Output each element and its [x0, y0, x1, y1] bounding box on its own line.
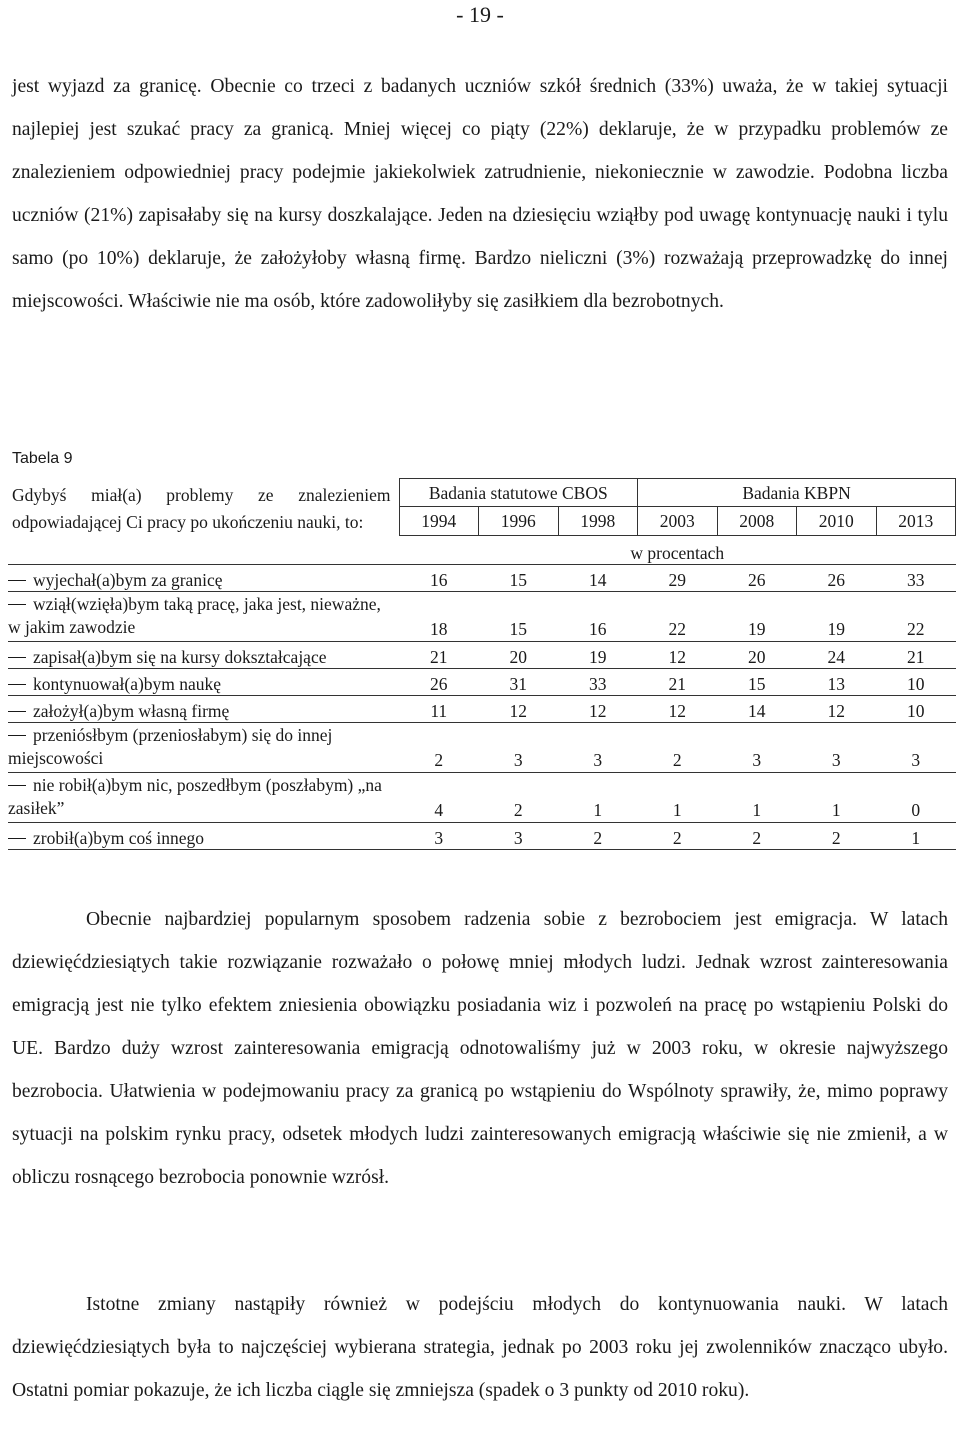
value-cell: 26: [717, 565, 797, 592]
value-cell: 3: [797, 723, 877, 773]
value-cell: 3: [558, 723, 638, 773]
row-label: zrobił(a)bym coś innego: [33, 828, 205, 848]
row-label: nie robił(a)bym nic, poszedłbym (poszłabym) „na zasiłek”: [8, 775, 382, 818]
value-cell: 15: [479, 592, 559, 642]
row-label-cell: [8, 773, 399, 823]
value-cell: 2: [797, 823, 877, 850]
value-cell: 29: [638, 565, 718, 592]
value-cell: 21: [876, 642, 956, 669]
value-cell: 16: [399, 565, 479, 592]
year-header: 2013: [876, 507, 956, 536]
value-cell: 13: [797, 669, 877, 696]
value-cell: 1: [717, 773, 797, 823]
table-row: [8, 669, 956, 696]
table-caption: Tabela 9: [12, 450, 73, 467]
value-cell: 12: [797, 696, 877, 723]
row-label-cell: [8, 592, 399, 642]
paragraph-emigration: Obecnie najbardziej popularnym sposobem radzenia sobie z bezrobociem jest emigracja. W latach dziewięćdziesiątych takie rozwiązanie rozważało o połowę mniej młodych ludzi. Jednak wzrost zainteresowania emigracją jest nie tylko efektem zniesienia obowiązku posiadania wiz i pozwoleń na pracę po wstąpieniu Polski do UE. Bardzo duży wzrost zainteresowania emigracją odnotowaliśmy już w 2003 roku, w okresie najwyższego bezrobocia. Ułatwienia w podejmowaniu pracy za granicą po wstąpieniu do Wspólnoty sprawiły, że, mimo poprawy sytuacji na polskim rynku pracy, odsetek młodych ludzi zainteresowanych emigracją właściwie się nie zmienił, a w obliczu rosnącego bezrobocia ponownie wzrósł.: [12, 909, 948, 1188]
unit-label: w procentach: [630, 543, 725, 563]
value-cell: 15: [717, 669, 797, 696]
value-cell: 2: [638, 723, 718, 773]
value-cell: 12: [638, 642, 718, 669]
table-row: [8, 642, 956, 669]
value-cell: 11: [399, 696, 479, 723]
year-header: 2003: [638, 507, 718, 536]
value-cell: 19: [717, 592, 797, 642]
value-cell: 10: [876, 669, 956, 696]
group-header-kbpn: Badania KBPN: [638, 479, 956, 507]
row-label: kontynuował(a)bym naukę: [33, 674, 222, 694]
value-cell: 1: [876, 823, 956, 850]
value-cell: 14: [558, 565, 638, 592]
table-row: [8, 565, 956, 592]
value-cell: 1: [558, 773, 638, 823]
value-cell: 33: [876, 565, 956, 592]
row-label-cell: [8, 565, 399, 592]
value-cell: 26: [797, 565, 877, 592]
value-cell: 15: [479, 565, 559, 592]
dash-bullet-icon: [8, 657, 26, 658]
value-cell: 18: [399, 592, 479, 642]
value-cell: 31: [479, 669, 559, 696]
value-cell: 14: [717, 696, 797, 723]
dash-bullet-icon: [8, 604, 26, 605]
value-cell: 24: [797, 642, 877, 669]
dash-bullet-icon: [8, 580, 26, 581]
row-label: wyjechał(a)bym za granicę: [33, 570, 223, 590]
value-cell: 2: [717, 823, 797, 850]
value-cell: 21: [399, 642, 479, 669]
value-cell: 21: [638, 669, 718, 696]
page-number: - 19 -: [456, 2, 504, 27]
value-cell: 12: [479, 696, 559, 723]
dash-bullet-icon: [8, 735, 26, 736]
value-cell: 20: [717, 642, 797, 669]
table-row: [8, 592, 956, 642]
table-row: [8, 773, 956, 823]
row-label-cell: [8, 723, 399, 773]
table-row: [8, 696, 956, 723]
value-cell: 22: [638, 592, 718, 642]
value-cell: 2: [399, 723, 479, 773]
table-question: Gdybyś miał(a) problemy ze znalezieniem odpowiadającej Ci pracy po ukończeniu nauki, to:: [12, 484, 391, 532]
row-label-cell: [8, 642, 399, 669]
value-cell: 16: [558, 592, 638, 642]
year-header: 2008: [717, 507, 797, 536]
year-header: 1996: [479, 507, 559, 536]
dash-bullet-icon: [8, 684, 26, 685]
value-cell: 20: [479, 642, 559, 669]
year-header: 1998: [558, 507, 638, 536]
value-cell: 3: [399, 823, 479, 850]
value-cell: 4: [399, 773, 479, 823]
value-cell: 10: [876, 696, 956, 723]
value-cell: 2: [479, 773, 559, 823]
year-header: 2010: [797, 507, 877, 536]
dash-bullet-icon: [8, 838, 26, 839]
value-cell: 12: [558, 696, 638, 723]
value-cell: 26: [399, 669, 479, 696]
row-label: założył(a)bym własną firmę: [33, 701, 230, 721]
group-header-cbos: Badania statutowe CBOS: [399, 479, 638, 507]
value-cell: 3: [479, 823, 559, 850]
value-cell: 2: [558, 823, 638, 850]
value-cell: 3: [479, 723, 559, 773]
value-cell: 3: [717, 723, 797, 773]
dash-bullet-icon: [8, 785, 26, 786]
row-label-cell: [8, 823, 399, 850]
value-cell: 1: [797, 773, 877, 823]
row-label: wziął(wzięła)bym taką pracę, jaka jest, nieważne, w jakim zawodzie: [8, 594, 381, 637]
row-label: przeniósłbym (przeniosłabym) się do innej miejscowości: [8, 725, 333, 768]
value-cell: 2: [638, 823, 718, 850]
paragraph-education: Istotne zmiany nastąpiły również w podejściu młodych do kontynuowania nauki. W latach dziewięćdziesiątych była to najczęściej wybierana strategia, jednak po 2003 roku jej zwolenników znacząco ubyło. Ostatni pomiar pokazuje, że ich liczba ciągle się zmniejsza (spadek o 3 punkty od 2010 roku).: [12, 1294, 948, 1401]
value-cell: 22: [876, 592, 956, 642]
value-cell: 3: [876, 723, 956, 773]
row-label-cell: [8, 696, 399, 723]
value-cell: 19: [797, 592, 877, 642]
paragraph-intro: jest wyjazd za granicę. Obecnie co trzeci z badanych uczniów szkół średnich (33%) uważa, że w takiej sytuacji najlepiej jest szukać pracy za granicą. Mniej więcej co piąty (22%) deklaruje, że w przypadku problemów ze znalezieniem odpowiedniej pracy podejmie jakiekolwiek zatrudnienie, niekoniecznie w zawodzie. Podobna liczba uczniów (21%) zapisałaby się na kursy doszkalające. Jeden na dziesięciu wziąłby pod uwagę kontynuację nauki i tylu samo (po 10%) deklaruje, że założyłoby własną firmę. Bardzo nieliczni (3%) rozważają przeprowadzkę do innej miejscowości. Właściwie nie ma osób, które zadowoliłyby się zasiłkiem dla bezrobotnych.: [12, 76, 948, 312]
dash-bullet-icon: [8, 711, 26, 712]
row-label-cell: [8, 669, 399, 696]
value-cell: 33: [558, 669, 638, 696]
year-header: 1994: [399, 507, 479, 536]
row-label: zapisał(a)bym się na kursy dokształcające: [33, 647, 327, 667]
value-cell: 12: [638, 696, 718, 723]
value-cell: 1: [638, 773, 718, 823]
table-row: [8, 723, 956, 773]
value-cell: 19: [558, 642, 638, 669]
value-cell: 0: [876, 773, 956, 823]
table-row: [8, 823, 956, 850]
survey-table: [8, 478, 956, 850]
